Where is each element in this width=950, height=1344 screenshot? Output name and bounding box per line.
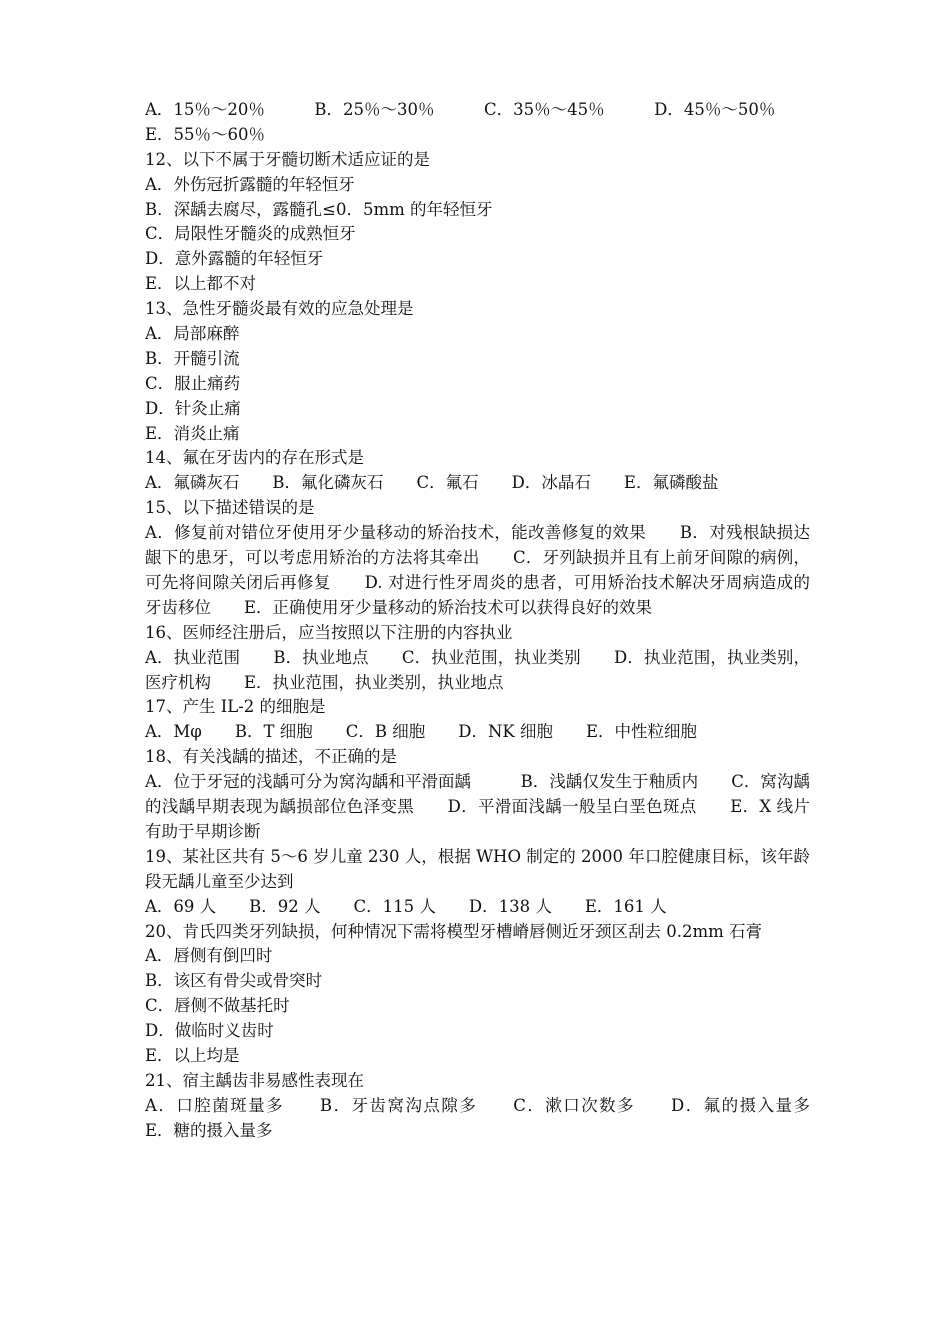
text-line: A．位于牙冠的浅龋可分为窝沟龋和平滑面龋 B．浅龋仅发生于釉质内 C．窝沟龋的浅龋早期表现为龋损部位色泽变黑 D．平滑面浅龋一般呈白垩色斑点 E．X 线片有助于早期诊断 <box>145 772 810 841</box>
text-line: 19、某社区共有 5～6 岁儿童 230 人，根据 WHO 制定的 2000 年口腔健康目标，该年龄段无龋儿童至少达到 <box>145 846 810 891</box>
text-line: A．口腔菌斑量多 B．牙齿窝沟点隙多 C．漱口次数多 D．氟的摄入量多 E．糖的摄入量多 <box>145 1095 843 1140</box>
text-line: 14、氟在牙齿内的存在形式是 <box>145 448 364 468</box>
text-line: A．唇侧有倒凹时 <box>145 946 273 966</box>
text-line: A．局部麻醉 <box>145 324 240 344</box>
text-line: D．做临时义齿时 <box>145 1021 274 1041</box>
text-line: E．以上都不对 <box>145 274 257 294</box>
document-page <box>145 98 843 1144</box>
text-line: 17、产生 IL-2 的细胞是 <box>145 697 326 717</box>
text-line: 13、急性牙髓炎最有效的应急处理是 <box>145 299 414 319</box>
text-line: B．开髓引流 <box>145 348 240 368</box>
text-line: B．深龋去腐尽，露髓孔≤0．5mm 的年轻恒牙 <box>145 199 493 219</box>
text-line: D．意外露髓的年轻恒牙 <box>145 249 324 269</box>
text-line: C．服止痛药 <box>145 373 241 393</box>
text-line: E．以上均是 <box>145 1046 240 1066</box>
text-line: E．55％～60％ <box>145 124 266 144</box>
text-line: C．局限性牙髓炎的成熟恒牙 <box>145 224 356 244</box>
text-line: E．消炎止痛 <box>145 423 240 443</box>
text-line: 15、以下描述错误的是 <box>145 498 315 518</box>
text-line: A．外伤冠折露髓的年轻恒牙 <box>145 174 355 194</box>
text-line: 12、以下不属于牙髓切断术适应证的是 <box>145 149 430 169</box>
text-line: A．修复前对错位牙使用牙少量移动的矫治技术，能改善修复的效果 B．对残根缺损达龈下的患牙，可以考虑用矫治的方法将其牵出 C．牙列缺损并且有上前牙间隙的病例，可先将间隙关闭后再修复 D. 对进行性牙周炎的患者，可用矫治技术解决牙周病造成的牙齿移位 E．正确使用牙少量移动的矫治技术可以获得良好的效果 <box>145 523 810 617</box>
text-line: 16、医师经注册后，应当按照以下注册的内容执业 <box>145 622 513 642</box>
text-line: A．氟磷灰石 B．氟化磷灰石 C．氟石 D．冰晶石 E．氟磷酸盐 <box>145 473 719 493</box>
text-line: A．69 人 B．92 人 C．115 人 D．138 人 E．161 人 <box>145 896 667 916</box>
text-line: B．该区有骨尖或骨突时 <box>145 971 323 991</box>
text-line: 18、有关浅龋的描述，不正确的是 <box>145 747 397 767</box>
text-line: C．唇侧不做基托时 <box>145 996 290 1016</box>
text-line: 21、宿主龋齿非易感性表现在 <box>145 1070 364 1090</box>
text-line: A．15％～20％ B．25％～30％ C．35％～45％ D．45％～50％ <box>145 100 776 119</box>
text-line: A．执业范围 B．执业地点 C．执业范围，执业类别 D．执业范围，执业类别，医疗机构 E．执业范围，执业类别，执业地点 <box>145 647 810 692</box>
text-line: A．Mφ B．T 细胞 C．B 细胞 D．NK 细胞 E．中性粒细胞 <box>145 722 698 742</box>
text-line: 20、肯氏四类牙列缺损，何种情况下需将模型牙槽嵴唇侧近牙颈区刮去 0.2mm 石膏 <box>145 921 763 941</box>
text-line: D．针灸止痛 <box>145 398 241 418</box>
